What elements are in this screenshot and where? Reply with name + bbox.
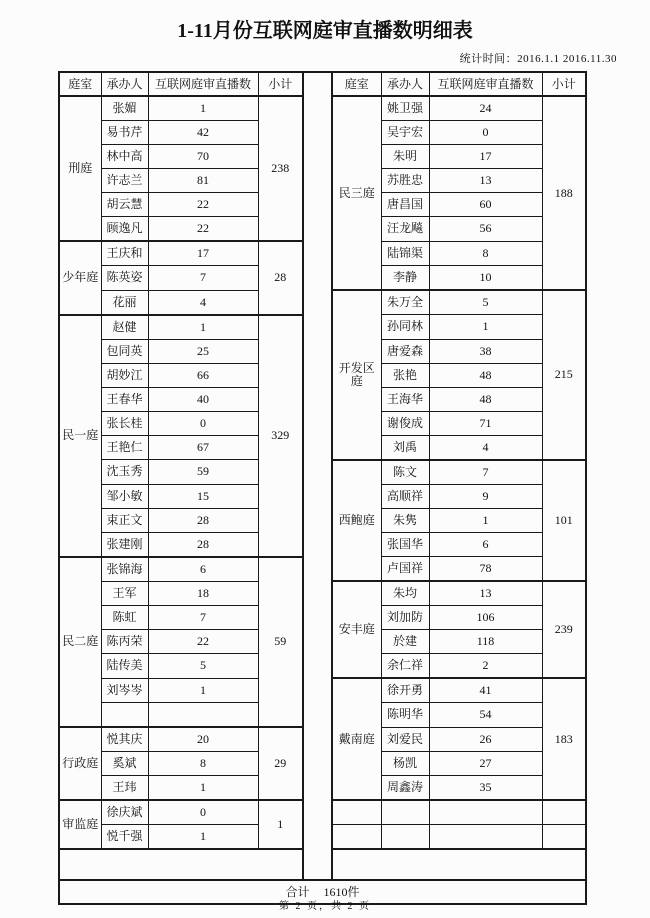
handler-cell: 王庆和 — [101, 241, 148, 266]
count-cell: 1 — [148, 825, 258, 850]
page-title: 1-11月份互联网庭审直播数明细表 — [177, 20, 473, 42]
count-cell: 13 — [429, 581, 542, 606]
subtotal-cell: 183 — [542, 678, 586, 800]
empty-left-cell — [59, 849, 303, 880]
court-cell: 西鲍庭 — [332, 460, 381, 582]
subtotal-cell — [542, 800, 586, 825]
handler-cell: 姚卫强 — [381, 96, 429, 121]
subtotal-cell: 238 — [258, 96, 303, 241]
count-cell: 17 — [148, 241, 258, 266]
handler-cell: 许志兰 — [101, 169, 148, 193]
handler-cell: 刘禹 — [381, 435, 429, 460]
court-cell: 戴南庭 — [332, 678, 381, 800]
handler-cell: 唐爱森 — [381, 339, 429, 363]
handler-cell: 卢国祥 — [381, 557, 429, 582]
subtotal-cell: 215 — [542, 290, 586, 460]
count-cell: 66 — [148, 363, 258, 387]
handler-cell: 谢俊成 — [381, 411, 429, 435]
count-cell: 20 — [148, 727, 258, 752]
stats-time: 统计时间：2016.1.1 2016.11.30 — [459, 53, 617, 65]
count-cell: 48 — [429, 363, 542, 387]
handler-cell: 顾逸凡 — [101, 217, 148, 242]
handler-cell: 朱万全 — [381, 290, 429, 315]
count-cell: 5 — [148, 654, 258, 679]
total-value: 1610件 — [323, 884, 360, 899]
count-cell: 22 — [148, 630, 258, 654]
handler-cell: 徐庆斌 — [101, 800, 148, 825]
count-cell: 59 — [148, 460, 258, 485]
handler-cell — [381, 800, 429, 825]
handler-cell: 王艳仁 — [101, 435, 148, 460]
handler-cell: 赵健 — [101, 315, 148, 340]
subtotal-cell: 101 — [542, 460, 586, 582]
handler-cell: 奚斌 — [101, 752, 148, 776]
count-cell: 25 — [148, 339, 258, 363]
handler-cell: 朱均 — [381, 581, 429, 606]
court-cell — [332, 800, 381, 825]
court-cell: 开发区庭 — [332, 290, 381, 460]
court-cell: 刑庭 — [59, 96, 101, 241]
count-cell: 17 — [429, 145, 542, 169]
count-cell: 4 — [429, 435, 542, 460]
count-cell: 1 — [148, 776, 258, 801]
handler-cell: 李静 — [381, 266, 429, 291]
handler-cell: 邹小敏 — [101, 484, 148, 508]
subtotal-header: 小计 — [542, 72, 586, 96]
handler-header: 承办人 — [101, 72, 148, 96]
handler-cell: 陆锦渠 — [381, 241, 429, 266]
count-cell: 15 — [148, 484, 258, 508]
count-cell: 38 — [429, 339, 542, 363]
count-cell: 48 — [429, 387, 542, 411]
count-cell: 0 — [148, 411, 258, 435]
total-label: 合计 — [285, 884, 310, 899]
handler-cell: 悦千强 — [101, 825, 148, 850]
count-cell: 1 — [148, 678, 258, 703]
count-cell: 1 — [148, 96, 258, 121]
count-cell: 40 — [148, 387, 258, 411]
count-cell — [148, 703, 258, 728]
subtotal-cell: 188 — [542, 96, 586, 290]
count-cell: 81 — [148, 169, 258, 193]
handler-cell: 於建 — [381, 630, 429, 654]
count-cell: 60 — [429, 193, 542, 217]
count-cell: 9 — [429, 484, 542, 508]
count-cell: 28 — [148, 508, 258, 532]
handler-cell: 张艳 — [381, 363, 429, 387]
court-cell: 民二庭 — [59, 557, 101, 728]
subtotal-cell: 29 — [258, 727, 303, 800]
handler-cell: 包同英 — [101, 339, 148, 363]
handler-cell: 张建刚 — [101, 532, 148, 557]
handler-cell: 刘岑岑 — [101, 678, 148, 703]
handler-cell: 王军 — [101, 581, 148, 606]
count-cell: 13 — [429, 169, 542, 193]
handler-cell: 花丽 — [101, 290, 148, 315]
count-cell: 1 — [429, 315, 542, 340]
count-cell: 41 — [429, 678, 542, 703]
count-header: 互联网庭审直播数 — [429, 72, 542, 96]
handler-cell — [381, 825, 429, 850]
count-cell — [429, 800, 542, 825]
handler-cell: 陈英姿 — [101, 266, 148, 291]
header-row — [59, 72, 586, 96]
subtotal-cell: 329 — [258, 315, 303, 557]
count-cell: 10 — [429, 266, 542, 291]
count-cell: 7 — [148, 266, 258, 291]
court-cell — [332, 825, 381, 850]
count-cell: 71 — [429, 411, 542, 435]
count-cell: 4 — [148, 290, 258, 315]
handler-cell: 朱明 — [381, 145, 429, 169]
handler-cell: 王春华 — [101, 387, 148, 411]
handler-cell: 张国华 — [381, 532, 429, 557]
count-cell: 70 — [148, 145, 258, 169]
subtotal-cell: 28 — [258, 241, 303, 315]
handler-cell: 易书芹 — [101, 121, 148, 145]
handler-cell: 吴宇宏 — [381, 121, 429, 145]
count-cell: 1 — [148, 315, 258, 340]
handler-cell: 陈文 — [381, 460, 429, 485]
count-cell: 26 — [429, 727, 542, 752]
court-header: 庭室 — [332, 72, 381, 96]
count-cell: 78 — [429, 557, 542, 582]
handler-cell: 苏胜忠 — [381, 169, 429, 193]
handler-cell: 陈丙荣 — [101, 630, 148, 654]
count-cell: 106 — [429, 606, 542, 630]
handler-cell: 余仁祥 — [381, 654, 429, 679]
court-header: 庭室 — [59, 72, 101, 96]
handler-cell: 胡云慧 — [101, 193, 148, 217]
handler-cell: 汪龙飚 — [381, 217, 429, 242]
handler-cell: 王玮 — [101, 776, 148, 801]
handler-cell: 张媚 — [101, 96, 148, 121]
handler-cell: 刘爱民 — [381, 727, 429, 752]
handler-cell: 陆传美 — [101, 654, 148, 679]
handler-cell — [101, 703, 148, 728]
handler-cell: 朱隽 — [381, 508, 429, 532]
count-cell: 5 — [429, 290, 542, 315]
count-cell: 35 — [429, 776, 542, 801]
count-cell: 22 — [148, 217, 258, 242]
empty-right-cell — [332, 849, 586, 880]
count-cell: 6 — [148, 557, 258, 582]
subtotal-cell — [542, 825, 586, 850]
broadcast-table — [58, 71, 587, 905]
count-cell: 118 — [429, 630, 542, 654]
count-cell: 54 — [429, 703, 542, 728]
handler-cell: 林中高 — [101, 145, 148, 169]
handler-cell: 杨凯 — [381, 752, 429, 776]
court-cell: 少年庭 — [59, 241, 101, 315]
count-header: 互联网庭审直播数 — [148, 72, 258, 96]
handler-header: 承办人 — [381, 72, 429, 96]
count-cell: 24 — [429, 96, 542, 121]
court-cell: 行政庭 — [59, 727, 101, 800]
count-cell: 1 — [429, 508, 542, 532]
handler-cell: 束正文 — [101, 508, 148, 532]
handler-cell: 高顺祥 — [381, 484, 429, 508]
handler-cell: 沈玉秀 — [101, 460, 148, 485]
count-cell: 6 — [429, 532, 542, 557]
subtotal-cell: 1 — [258, 800, 303, 849]
count-cell: 18 — [148, 581, 258, 606]
subtotal-cell: 239 — [542, 581, 586, 678]
handler-cell: 徐开勇 — [381, 678, 429, 703]
count-cell: 7 — [148, 606, 258, 630]
court-cell: 审监庭 — [59, 800, 101, 849]
subtotal-cell: 59 — [258, 557, 303, 728]
count-cell: 7 — [429, 460, 542, 485]
handler-cell: 刘加防 — [381, 606, 429, 630]
court-cell: 民一庭 — [59, 315, 101, 557]
court-cell: 安丰庭 — [332, 581, 381, 678]
count-cell — [429, 825, 542, 850]
handler-cell: 陈虹 — [101, 606, 148, 630]
handler-cell: 张锦海 — [101, 557, 148, 582]
handler-cell: 悦其庆 — [101, 727, 148, 752]
count-cell: 27 — [429, 752, 542, 776]
count-cell: 42 — [148, 121, 258, 145]
handler-cell: 张长桂 — [101, 411, 148, 435]
count-cell: 0 — [148, 800, 258, 825]
court-cell: 民三庭 — [332, 96, 381, 290]
subtotal-header: 小计 — [258, 72, 303, 96]
page-footer: 第 2 页，共 2 页 — [279, 901, 371, 912]
count-cell: 8 — [429, 241, 542, 266]
handler-cell: 胡妙江 — [101, 363, 148, 387]
handler-cell: 唐昌国 — [381, 193, 429, 217]
handler-cell: 陈明华 — [381, 703, 429, 728]
spacer-column — [303, 72, 332, 880]
count-cell: 67 — [148, 435, 258, 460]
count-cell: 22 — [148, 193, 258, 217]
count-cell: 8 — [148, 752, 258, 776]
count-cell: 56 — [429, 217, 542, 242]
handler-cell: 周鑫涛 — [381, 776, 429, 801]
count-cell: 0 — [429, 121, 542, 145]
count-cell: 28 — [148, 532, 258, 557]
handler-cell: 王海华 — [381, 387, 429, 411]
count-cell: 2 — [429, 654, 542, 679]
handler-cell: 孙同林 — [381, 315, 429, 340]
